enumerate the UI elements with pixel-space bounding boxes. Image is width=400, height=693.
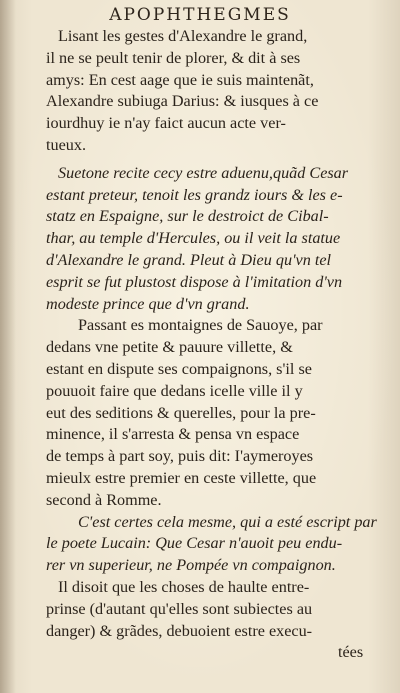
catchword: tées <box>338 643 364 662</box>
text-line: second à Romme. <box>46 490 162 509</box>
italic-line: thar, au temple d'Hercules, ou il veit la statue <box>46 229 341 248</box>
italic-line: d'Alexandre le grand. Pleut à Dieu qu'vn tel <box>46 250 332 269</box>
text-line: dedans vne petite & pauure villette, & <box>46 338 293 357</box>
text-line: eut des seditions & querelles, pour la pre- <box>46 403 316 422</box>
text-line: de temps à part soy, puis dit: I'aymeroyes <box>46 447 314 466</box>
text-line: mieulx estre premier en ceste villette, que <box>46 468 317 487</box>
text-line: amys: En cest aage que ie suis maintenãt, <box>46 70 314 89</box>
text-line: tueux. <box>46 135 87 154</box>
text-line: Lisant les gestes d'Alexandre le grand, <box>58 27 308 45</box>
text-line: iourdhuy ie n'ay faict aucun acte ver- <box>46 114 286 133</box>
page-gutter-shadow <box>0 0 16 693</box>
text-line: prinse (d'autant qu'elles sont subiectes au <box>46 599 313 618</box>
italic-line: statz en Espaigne, sur le destroict de Cibal- <box>46 207 329 226</box>
running-head: APOPHTHEGMES <box>109 5 291 25</box>
italic-line: C'est certes cela mesme, qui a esté escript par <box>78 512 377 531</box>
text-line: danger) & grãdes, debuoient estre execu- <box>46 621 313 640</box>
text-line: Alexandre subiuga Darius: & iusques à ce <box>46 92 319 111</box>
text-line: pouuoit faire que dedans icelle ville il y <box>46 381 303 400</box>
italic-line: esprit se fut plustost dispose à l'imitation d'vn <box>46 272 343 291</box>
text-line: Il disoit que les choses de haulte entre- <box>58 577 310 596</box>
body-text <box>46 26 390 664</box>
text-line: minence, il s'arresta & pensa vn espace <box>46 425 300 444</box>
italic-line: le poete Lucain: Que Cesar n'auoit peu endu- <box>46 534 343 553</box>
italic-line: rer vn superieur, ne Pompée vn compaignon. <box>46 556 336 575</box>
text-line: il ne se peult tenir de plorer, & dit à ses <box>46 48 301 67</box>
text-line: Passant es montaignes de Sauoye, par <box>78 316 323 335</box>
italic-line: Suetone recite cecy estre aduenu,quãd Cesar <box>58 163 349 182</box>
italic-line: estant preteur, tenoit les grandz iours & les e- <box>46 185 343 204</box>
text-line: estant en dispute ses compaignons, s'il se <box>46 359 312 378</box>
italic-line: modeste prince que d'vn grand. <box>46 294 250 313</box>
